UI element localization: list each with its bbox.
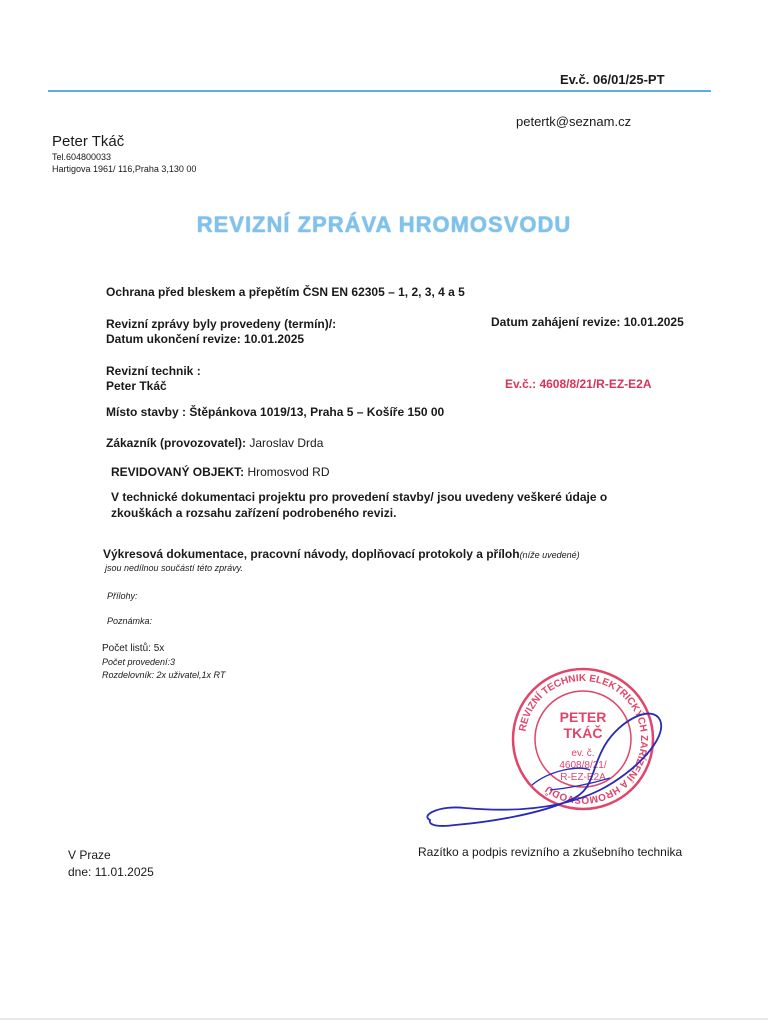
- customer-row: [106, 436, 323, 450]
- attachments-label: Přílohy:: [107, 591, 138, 601]
- revision-end-date: Datum ukončení revize: 10.01.2025: [106, 332, 305, 346]
- drawings-line-2: jsou nedílnou součástí této zprávy.: [105, 563, 243, 573]
- issue-date: dne: 11.01.2025: [68, 865, 154, 879]
- handwritten-signature: [420, 690, 680, 845]
- tech-doc-line-2: zkouškách a rozsahu zařízení podrobeného revizi.: [111, 506, 397, 520]
- tech-doc-line-1: V technické dokumentaci projektu pro provedení stavby/ jsou uvedeny veškeré údaje o: [111, 490, 608, 504]
- signature-caption: Razítko a podpis revizního a zkušebního technika: [418, 845, 683, 859]
- evidence-number: Ev.č. 06/01/25-PT: [560, 72, 665, 87]
- construction-site: Místo stavby : Štěpánkova 1019/13, Praha 5 – Košíře 150 00: [106, 405, 445, 419]
- author-address: Hartigova 1961/ 116,Praha 3,130 00: [52, 164, 197, 174]
- revision-performed-label: Revizní zprávy byly provedeny (termín)/:: [106, 317, 337, 331]
- stamp-name-line-1: PETER: [559, 709, 607, 725]
- signature-graphic: [420, 690, 680, 840]
- stamp-ev-label: ev. č.: [571, 748, 595, 759]
- page-bottom-edge: [0, 1018, 768, 1020]
- object-value: Hromosvod RD: [244, 465, 330, 479]
- note-label: Poznámka:: [107, 616, 153, 626]
- header-divider: [48, 90, 711, 92]
- copies-count: Počet provedení:3: [102, 657, 176, 667]
- object-label: REVIDOVANÝ OBJEKT:: [111, 465, 245, 479]
- distribution-list: Rozdelovník: 2x uživatel,1x RT: [102, 670, 226, 680]
- technician-name: Peter Tkáč: [106, 379, 167, 393]
- revision-start-date: Datum zahájení revize: 10.01.2025: [491, 315, 684, 329]
- object-row: [111, 465, 330, 479]
- drawings-text: Výkresová dokumentace, pracovní návody, doplňovací protokoly a příloh: [103, 547, 520, 561]
- customer-label: Zákazník (provozovatel):: [106, 436, 247, 450]
- document-title: REVIZNÍ ZPRÁVA HROMOSVODU: [196, 212, 572, 237]
- place: V Praze: [68, 848, 111, 862]
- author-name: Peter Tkáč: [52, 133, 125, 150]
- sheets-count: Počet listů: 5x: [102, 643, 165, 654]
- drawings-row: [103, 547, 580, 561]
- technician-label: Revizní technik :: [106, 364, 201, 378]
- technician-ev-number: Ev.č.: 4608/8/21/R-EZ-E2A: [505, 377, 652, 391]
- email-address: petertk@seznam.cz: [516, 114, 632, 129]
- stamp-ring-text: REVIZNÍ TECHNIK ELEKTRICKÝCH ZAŘÍZENÍ A HROMOSVODŮ: [517, 672, 650, 806]
- stamp-ev-line-2: R-EZ-E2A: [560, 772, 606, 783]
- stamp-ev-line-1: 4608/8/21/: [559, 760, 607, 771]
- stamp-name-line-2: TKÁČ: [563, 725, 603, 741]
- drawings-note: (níže uvedené): [519, 550, 580, 560]
- author-phone: Tel.604800033: [52, 152, 112, 162]
- customer-value: Jaroslav Drda: [246, 436, 324, 450]
- protection-standard: Ochrana před bleskem a přepětím ČSN EN 62305 – 1, 2, 3, 4 a 5: [106, 285, 465, 299]
